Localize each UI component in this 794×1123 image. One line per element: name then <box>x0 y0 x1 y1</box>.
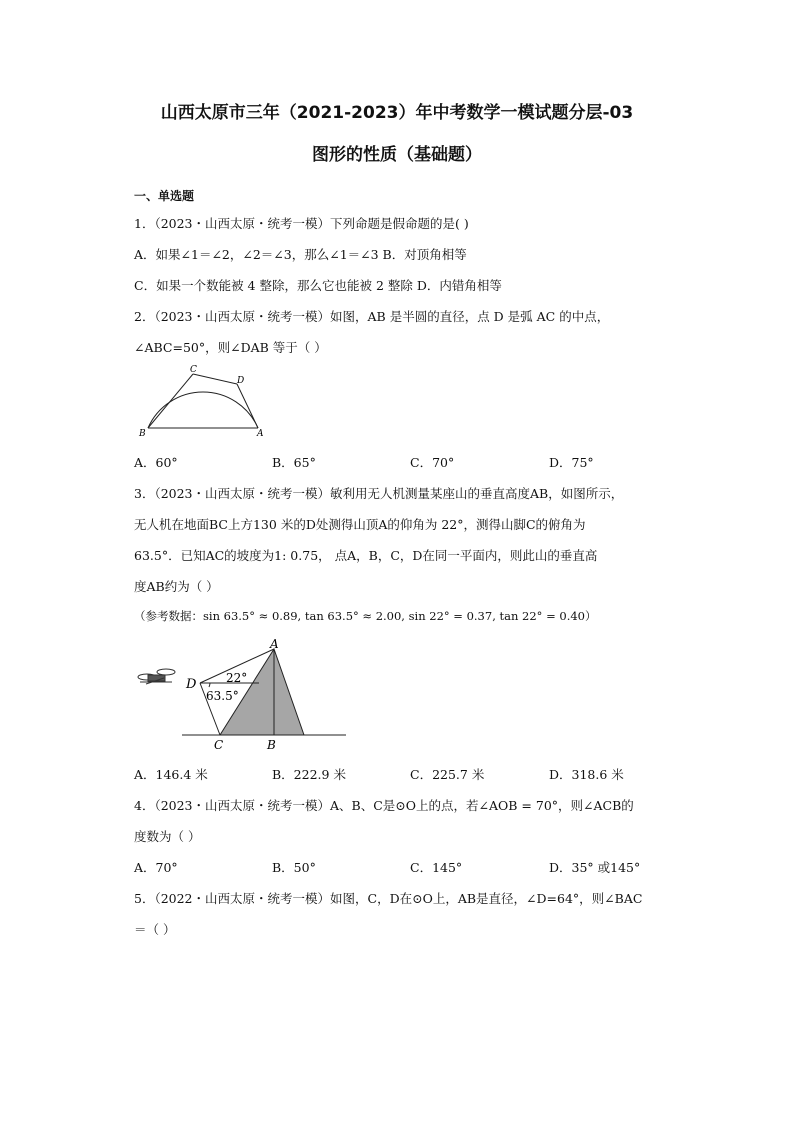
doc-title-line1: 山西太原市三年（2021-2023）年中考数学一模试题分层-03 <box>160 103 634 123</box>
chord-cd <box>193 374 237 384</box>
chord-da <box>237 384 258 428</box>
q4-option-d: D．35° 或145° <box>549 860 641 875</box>
q1-options-cd: C．如果一个数能被 4 整除，那么它也能被 2 整除 D．内错角相等 <box>134 278 502 293</box>
q3-option-a: A．146.4 米 <box>134 767 208 782</box>
doc-title-line2: 图形的性质（基础题） <box>312 145 482 165</box>
angle-arc <box>209 683 210 687</box>
q2-stem-line1: 2．（2023・山西太原・统考一模）如图，AB 是半圆的直径，点 D 是弧 AC 的中点， <box>134 309 610 324</box>
label-d: D <box>237 376 245 386</box>
q4-stem-line2: 度数为（ ） <box>134 829 201 844</box>
label-a: A <box>257 429 264 438</box>
q4-option-c: C．145° <box>410 860 463 875</box>
angle-22-label: 22° <box>226 671 248 685</box>
label-a3: A <box>270 638 279 651</box>
q2-option-c: C．70° <box>410 455 455 470</box>
angle-63-label: 63.5° <box>206 689 239 703</box>
label-c3: C <box>214 738 224 752</box>
q2-stem-line2: ∠ABC=50°，则∠DAB 等于（ ） <box>134 340 327 355</box>
drone-icon <box>138 669 175 684</box>
q2-option-b: B．65° <box>272 455 316 470</box>
q3-mountain-figure <box>134 638 349 752</box>
q5-stem-line1: 5．（2022・山西太原・统考一模）如图，C，D在⊙O上，AB是直径，∠D=64°，则∠BAC <box>134 891 643 906</box>
label-c: C <box>190 365 197 375</box>
q2-option-d: D．75° <box>549 455 594 470</box>
q3-stem-line1: 3．（2023・山西太原・统考一模）敏利用无人机测量某座山的垂直高度AB，如图所示， <box>134 486 624 501</box>
q3-option-c: C．225.7 米 <box>410 767 485 782</box>
label-d3: D <box>186 677 197 692</box>
q4-stem-line1: 4．（2023・山西太原・统考一模）A、B、C是⊙O上的点，若∠AOB = 70°，则∠ACB的 <box>134 798 634 813</box>
section-heading: 一、单选题 <box>134 189 195 203</box>
q4-option-b: B．50° <box>272 860 316 875</box>
q5-stem-line2: ＝（ ） <box>134 922 176 937</box>
q3-reference-data: （参考数据：sin 63.5° ≈ 0.89, tan 63.5° ≈ 2.00, sin 22° = 0.37, tan 22° = 0.40） <box>134 609 597 623</box>
q3-stem-line4: 度AB约为（ ） <box>134 579 219 594</box>
q1-options-ab: A．如果∠1＝∠2，∠2＝∠3，那么∠1＝∠3 B．对顶角相等 <box>134 247 467 262</box>
label-b: B <box>139 429 146 438</box>
q1-stem: 1．（2023・山西太原・统考一模）下列命题是假命题的是( ) <box>134 216 469 231</box>
q2-semicircle-figure <box>136 362 268 438</box>
semicircle-arc <box>148 392 258 428</box>
q2-option-a: A．60° <box>134 455 178 470</box>
q3-stem-line2: 无人机在地面BC上方130 米的D处测得山顶A的仰角为 22°，测得山脚C的俯角为 <box>134 517 586 532</box>
q3-option-b: B．222.9 米 <box>272 767 346 782</box>
q4-option-a: A．70° <box>134 860 178 875</box>
chord-bc <box>148 374 193 428</box>
q3-option-d: D．318.6 米 <box>549 767 624 782</box>
label-b3: B <box>267 738 276 752</box>
q3-stem-line3: 63.5°．已知AC的坡度为1: 0.75， 点A，B，C，D在同一平面内，则此山的垂直高 <box>134 548 598 563</box>
